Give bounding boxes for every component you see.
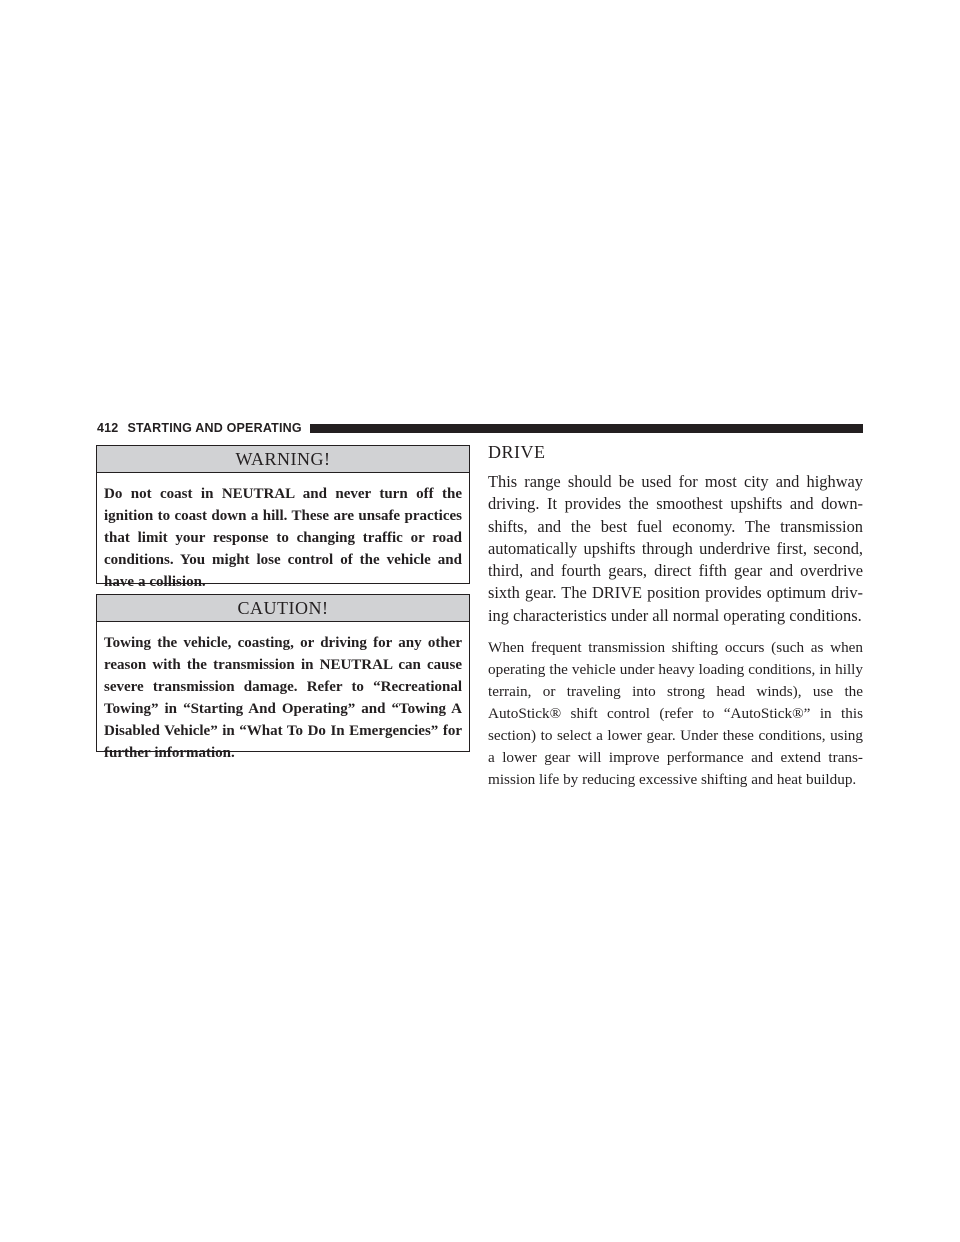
drive-section [488,440,863,801]
warning-text: Do not coast in NEUTRAL and never turn off the ignition to coast down a hill. These are unsafe practices that limit your response to changing traffic or road conditions. You might lose control of the vehicle and have a collision. [104,486,462,590]
page-header [97,419,863,437]
drive-paragraph-1: This range should be used for most city and highway driving. It provides the smoothest upshifts and down-shifts, and the best fuel economy. The transmission automatically upshifts through underdrive first, second, third, and fourth gears, direct fifth gear and overdrive sixth gear. The DRIVE position provides optimum driv-ing characteristics under all normal operating conditions. [488,472,863,625]
drive-paragraph-2: When frequent transmission shifting occurs (such as when operating the vehicle under heavy loading conditions, in hilly terrain, or traveling into strong head winds), use the AutoStick® shift control (refer to “AutoStick®” in this section) to select a lower gear. Under these conditions, using a lower gear will improve performance and extend trans-mission life by reducing excessive shifting and heat buildup. [488,639,863,789]
section-title: STARTING AND OPERATING [127,421,302,435]
warning-box [96,445,470,590]
caution-title: CAUTION! [97,595,469,622]
header-rule [310,424,863,433]
drive-heading: DRIVE [488,442,546,462]
caution-box [96,594,470,761]
caution-text: Towing the vehicle, coasting, or driving for any other reason with the transmission in NEUTRAL can cause severe transmission damage. Refer to “Recreational Towing” in “Starting And Operating” and “Towing A Disabled Vehicle” in “What To Do In Emergencies” for further information. [104,635,462,761]
warning-title: WARNING! [97,446,469,473]
page-number: 412 [97,421,119,435]
